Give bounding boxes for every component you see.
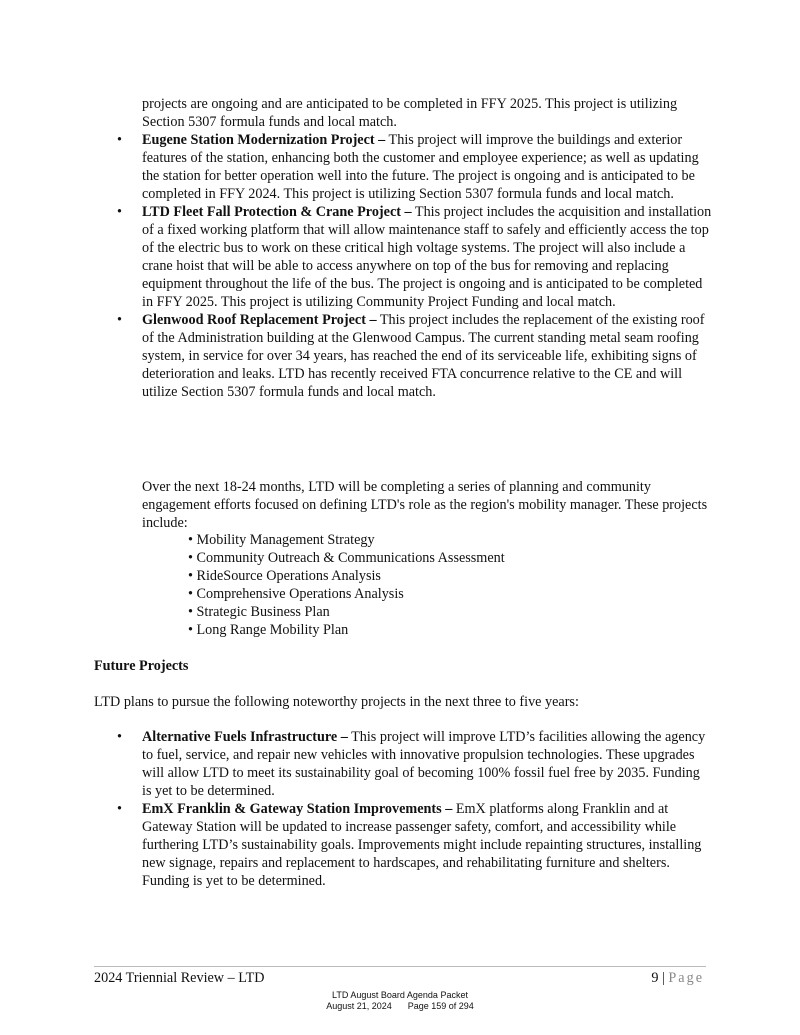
footer-divider — [94, 966, 706, 967]
project-title: LTD Fleet Fall Protection & Crane Project – — [142, 204, 412, 220]
bullet-icon: • — [117, 801, 122, 817]
page-number: 9 — [651, 970, 659, 986]
bullet-icon: • — [117, 729, 122, 745]
planning-item: • Community Outreach & Communications Assessment — [188, 550, 505, 566]
packet-page: Page 159 of 294 — [407, 1001, 474, 1011]
project-title: Glenwood Roof Replacement Project – — [142, 312, 377, 328]
planning-list — [188, 531, 688, 639]
list-item — [117, 311, 712, 401]
packet-stamp-info — [0, 1001, 800, 1012]
bullet-icon: • — [117, 132, 122, 148]
planning-paragraph: Over the next 18-24 months, LTD will be completing a series of planning and community engagement efforts focused on defining LTD's role as the region's mobility manager. These projects include: — [142, 479, 708, 531]
project-description: This project includes the replacement of the existing roof of the Administration building at the Glenwood Campus. The current standing metal seam roofing system, in service for over 34 years, has reached the end of its serviceable life, exhibiting signs of deterioration and leaks. LTD has recently received FTA concurrence relative to the CE and will utilize Section 5307 formula funds and local match. — [142, 312, 705, 400]
project-description: This project will improve LTD’s facilities allowing the agency to fuel, service, and repair new vehicles with innovative propulsion technologies. These upgrades will allow LTD to meet its sustainability goal of becoming 100% fossil fuel free by 2035. Funding is yet to be determined. — [142, 729, 706, 799]
project-description: EmX platforms along Franklin and at Gateway Station will be updated to increase passenger safety, comfort, and accessibility while furthering LTD’s sustainability goals. Improvements might include repainting structures, installing new signage, repairs and replacement to hardscapes, and rehabilitating furniture and shelters. Funding is yet to be determined. — [142, 801, 702, 889]
section-heading: Future Projects — [94, 658, 189, 674]
list-item — [117, 203, 712, 311]
bullet-icon: • — [117, 312, 122, 328]
project-description: This project will improve the buildings and exterior features of the station, enhancing both the customer and employee experience; as well as updating the station for better operation well into the future. The project is ongoing and is anticipated to be completed in FFY 2024. This project is utilizing Section 5307 formula funds and local match. — [142, 132, 699, 202]
current-projects-list — [117, 131, 712, 401]
project-title: EmX Franklin & Gateway Station Improvements – — [142, 801, 453, 817]
planning-item: • Strategic Business Plan — [188, 604, 330, 620]
footer-page-number — [651, 970, 704, 987]
list-item — [117, 728, 712, 800]
list-item — [117, 131, 712, 203]
page-word: Page — [668, 970, 704, 986]
future-intro: LTD plans to pursue the following noteworthy projects in the next three to five years: — [94, 694, 579, 710]
planning-item: • RideSource Operations Analysis — [188, 568, 381, 584]
page-separator: | — [658, 970, 669, 986]
project-title: Eugene Station Modernization Project – — [142, 132, 386, 148]
footer-title: 2024 Triennial Review – LTD — [94, 970, 265, 986]
planning-item: • Long Range Mobility Plan — [188, 622, 349, 638]
planning-item: • Comprehensive Operations Analysis — [188, 586, 404, 602]
packet-stamp-title: LTD August Board Agenda Packet — [332, 990, 468, 1000]
list-item — [117, 800, 712, 890]
project-title: Alternative Fuels Infrastructure – — [142, 729, 348, 745]
future-projects-list — [117, 728, 712, 890]
project-description: This project includes the acquisition and installation of a fixed working platform that will allow maintenance staff to safely and efficiently access the top of the electric bus to work on these critical high voltage systems. The project will also include a crane hoist that will be able to access anywhere on top of the bus for removing and replacing equipment throughout the life of the bus. The project is ongoing and is anticipated to be completed in FFY 2025. This project is utilizing Community Project Funding and local match. — [142, 204, 712, 310]
packet-date: August 21, 2024 — [326, 1001, 392, 1011]
bullet-icon: • — [117, 204, 122, 220]
continuation-text: projects are ongoing and are anticipated to be completed in FFY 2025. This project is utilizing Section 5307 formula funds and local match. — [142, 96, 678, 130]
planning-item: • Mobility Management Strategy — [188, 532, 375, 548]
